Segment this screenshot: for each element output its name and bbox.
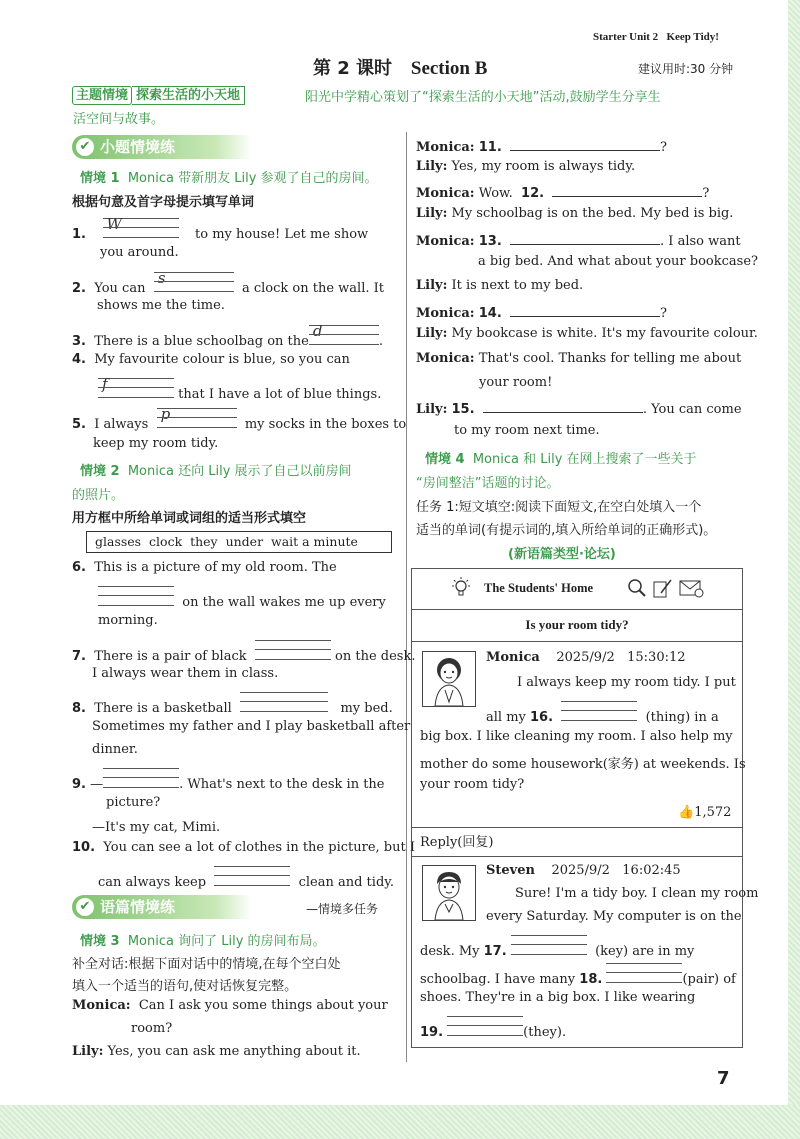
mail-icon[interactable] [678,577,704,599]
dialogue-15: Lily: 15. . You can come [416,398,742,417]
dialogue-14-reply: Lily: My bookcase is white. It's my favourite colour. [416,326,758,341]
scenario-2: 情境 2 Monica 还向 Lily 展示了自己以前房间 [80,464,352,479]
answer-blank-1[interactable]: W [103,218,179,238]
answer-blank-12[interactable] [552,182,702,197]
question-5: 5. I always p my socks in the boxes to [72,405,407,432]
scenario-4: 情境 4 Monica 和 Lily 在网上搜索了一些关于 [425,452,697,467]
forum-panel [411,568,759,1048]
instruction-2: 用方框中所给单词或词组的适当形式填空 [72,511,307,526]
answer-blank-13[interactable] [510,230,660,245]
section-banner-discourse: ✔ 语篇情境练 [72,895,252,919]
check-icon: ✔ [76,898,94,916]
instruction-1: 根据句意及首字母提示填写单词 [72,195,255,210]
forum-site-title: The Students' Home [484,581,594,595]
question-4: 4. My favourite colour is blue, so you can [72,352,350,367]
text-type-label: (新语篇类型·论坛) [508,547,616,562]
dialogue-15-cont: to my room next time. [454,423,600,438]
dialogue-13: Monica: 13. . I also want [416,230,741,249]
like-count[interactable]: 👍1,572 [678,805,732,820]
word-box: glasses clock they under wait a minute [86,531,392,553]
question-8: 8. There is a basketball my bed. [72,692,393,716]
post-2-line-6: 19. (they). [420,1016,566,1040]
suggested-time: 建议用时:30 分钟 [638,62,734,76]
post-2-line-2: every Saturday. My computer is on the [486,909,742,924]
question-9-answer: —It's my cat, Mimi. [92,820,221,835]
answer-blank-10[interactable] [214,866,290,886]
dialogue-line-1-cont: room? [131,1021,173,1036]
question-5-cont: keep my room tidy. [93,436,219,451]
answer-blank-2[interactable]: s [154,272,234,292]
post-1-line-5: your room tidy? [420,777,525,792]
question-8-cont2: dinner. [92,742,138,757]
answer-blank-14[interactable] [510,302,660,317]
dialogue-line-2: Lily: Yes, you can ask me anything about it. [72,1044,361,1059]
answer-blank-18[interactable] [606,963,682,983]
post-1-line-2: all my 16. (thing) in a [486,701,719,725]
section-banner-practice: ✔ 小题情境练 [72,135,252,159]
dialogue-12: Monica: Wow. 12. ? [416,182,709,201]
post-1-line-1: I always keep my room tidy. I put [517,675,736,690]
answer-blank-7[interactable] [255,640,331,660]
scenario-3: 情境 3 Monica 询问了 Lily 的房间布局。 [80,934,326,949]
page-edge-stripe [788,0,800,1139]
theme-text-2: 活空间与故事。 [73,112,165,127]
column-divider [406,132,407,1062]
banner-note: —情境多任务 [306,902,379,916]
forum-header [412,569,742,610]
dialogue-line-1: Monica: Can I ask you some things about your [72,998,388,1013]
answer-blank-15[interactable] [483,398,643,413]
avatar-steven [422,865,476,921]
question-9-cont: picture? [106,795,161,810]
forum-question: Is your room tidy? [412,609,742,642]
question-6: 6. This is a picture of my old room. The [72,560,337,575]
theme-text-1: 阳光中学精心策划了“探索生活的小天地”活动,鼓励学生分享生 [305,90,661,105]
question-7: 7. There is a pair of black on the desk. [72,640,415,664]
scenario-1: 情境 1 Monica 带新朋友 Lily 参观了自己的房间。 [80,171,378,186]
question-6-cont: on the wall wakes me up every [98,586,386,610]
post-2-meta: Steven 2025/9/2 16:02:45 [486,863,681,878]
dialogue-11-reply: Lily: Yes, my room is always tidy. [416,159,636,174]
dialogue-13-reply: Lily: It is next to my bed. [416,278,584,293]
answer-blank-16[interactable] [561,701,637,721]
instruction-3-cont: 填入一个适当的语句,使对话恢复完整。 [72,979,298,994]
search-icon[interactable] [626,577,648,599]
answer-blank-5[interactable]: p [157,408,237,428]
question-1: 1. W to my house! Let me show [72,215,369,242]
reply-header: Reply(回复) [412,827,742,857]
dialogue-12-reply: Lily: My schoolbag is on the bed. My bed is big. [416,206,734,221]
question-1-cont: you around. [100,245,179,260]
question-2: 2. You can s a clock on the wall. It [72,269,384,296]
dialogue-15-intro: Monica: That's cool. Thanks for telling me about [416,351,742,366]
question-6-cont2: morning. [98,613,158,628]
avatar-monica [422,651,476,707]
answer-blank-3[interactable]: d [309,325,379,345]
dialogue-11: Monica: 11. ? [416,136,667,155]
answer-blank-6[interactable] [98,586,174,606]
check-icon: ✔ [76,138,94,156]
post-1-meta: Monica 2025/9/2 15:30:12 [486,650,686,665]
page-number: 7 [717,1068,730,1089]
task-instruction-cont: 适当的单词(有提示词的,填入所给单词的正确形式)。 [416,523,717,538]
post-2-line-4: schoolbag. I have many 18. (pair) of [420,963,736,987]
answer-blank-4[interactable]: f [98,378,174,398]
page-title: 第 2 课时 Section B [313,58,488,79]
question-4-cont: f that I have a lot of blue things. [98,378,381,402]
dialogue-14: Monica: 14. ? [416,302,667,321]
post-2-line-1: Sure! I'm a tidy boy. I clean my room [515,886,759,901]
answer-blank-8[interactable] [240,692,328,712]
post-2-line-5: shoes. They're in a big box. I like wearing [420,990,696,1005]
scenario-4-cont: “房间整洁”话题的讨论。 [416,476,560,491]
theme-tag: 主题情境 探索生活的小天地 [72,84,245,103]
answer-blank-17[interactable] [511,935,587,955]
running-header: Starter Unit 2 Keep Tidy! [593,31,719,43]
post-1-line-4: mother do some housework(家务) at weekends. Is [420,757,746,772]
answer-blank-19[interactable] [447,1016,523,1036]
instruction-3: 补全对话:根据下面对话中的情境,在每个空白处 [72,957,341,972]
question-3: 3. There is a blue schoolbag on the d . [72,322,383,349]
question-10-cont: can always keep clean and tidy. [98,866,394,890]
thumbs-up-icon[interactable]: 👍 [678,805,695,820]
page-bottom-stripe [0,1105,800,1139]
post-2-line-3: desk. My 17. (key) are in my [420,935,694,959]
question-9: 9. — . What's next to the desk in the [72,768,384,792]
question-10: 10. You can see a lot of clothes in the picture, but I [72,840,415,855]
question-7-cont: I always wear them in class. [92,666,279,681]
dialogue-13-cont: a big bed. And what about your bookcase? [478,254,758,269]
lightbulb-icon [450,577,472,599]
edit-icon[interactable] [652,577,674,599]
task-instruction: 任务 1:短文填空:阅读下面短文,在空白处填入一个 [416,500,702,515]
answer-blank-11[interactable] [510,136,660,151]
question-8-cont: Sometimes my father and I play basketball after [92,719,411,734]
question-2-cont: shows me the time. [97,298,225,313]
dialogue-15-intro-cont: your room! [479,375,553,390]
answer-blank-9[interactable] [103,768,179,788]
scenario-2-cont: 的照片。 [72,488,125,503]
post-1-line-3: big box. I like cleaning my room. I also help my [420,729,733,744]
